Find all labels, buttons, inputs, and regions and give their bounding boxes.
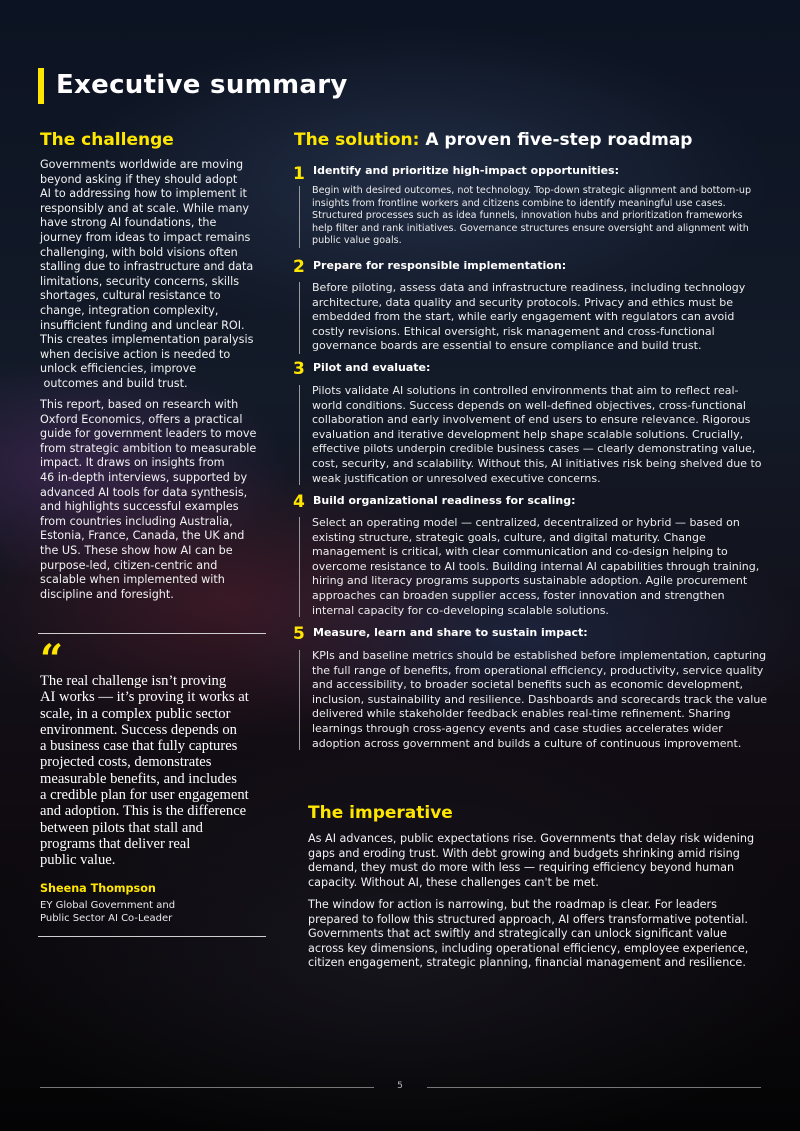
step-2-rule xyxy=(299,282,300,354)
step-3-rule xyxy=(299,385,300,485)
step-5-number: 5 xyxy=(293,624,305,644)
step-1-rule xyxy=(299,186,300,248)
text-line: Governments worldwide are moving xyxy=(40,158,244,171)
text-line: insufficient funding and unclear ROI. xyxy=(40,318,245,332)
text-line: shortages, cultural resistance to xyxy=(40,289,221,303)
text-line: capacity. Without AI, these challenges can't be met. xyxy=(308,875,599,889)
text-line: when decisive action is needed to xyxy=(40,347,231,361)
imperative-heading: The imperative xyxy=(308,803,453,823)
text-line: Governments that act swiftly and strategically can unlock significant value xyxy=(308,927,727,941)
text-line: the US. These show how AI can be xyxy=(40,543,233,557)
text-line: impact. It draws on insights from xyxy=(40,456,225,470)
step-5-title: Measure, learn and share to sustain impact: xyxy=(313,626,588,639)
text-line: a business case that fully captures xyxy=(40,738,238,755)
step-1-title: Identify and prioritize high-impact opportunities: xyxy=(313,164,619,177)
text-line: from strategic ambition to measurable xyxy=(40,441,257,455)
text-line: guide for government leaders to move xyxy=(40,427,257,441)
text-line: limitations, security concerns, skills xyxy=(40,274,240,288)
text-line: scale, in a complex public sector xyxy=(40,705,231,722)
step-5-rule xyxy=(299,650,300,750)
text-line: inclusion, sustainability and resilience. Dashboards and scorecards track the value xyxy=(312,692,768,706)
text-line: weak justification or unresolved executive concerns. xyxy=(312,471,601,485)
text-line: learnings through cross-agency events and case studies accelerates wider xyxy=(312,721,723,735)
text-line: collaboration and early involvement of end users to ensure relevance. Rigorous xyxy=(312,413,751,427)
text-line: internal capacity for co-developing scalable solutions. xyxy=(312,603,609,617)
text-line: the full range of benefits, from operational efficiency, productivity, service quality xyxy=(312,663,764,677)
step-4-body xyxy=(312,516,760,618)
text-line: citizen engagement, strategic planning, financial management and resilience. xyxy=(308,956,746,970)
text-line: Before piloting, assess data and infrastructure readiness, including technology xyxy=(312,281,746,294)
step-1-number: 1 xyxy=(293,164,305,184)
text-line: public value. xyxy=(40,852,116,869)
text-line: adoption across government and builds a culture of continuous improvement. xyxy=(312,736,742,750)
text-line: journey from ideas to impact remains xyxy=(40,230,251,244)
text-line: unlock efficiencies, improve xyxy=(40,362,197,376)
text-line: projected costs, demonstrates xyxy=(40,754,212,771)
text-line: delivered while stakeholder feedback enables real-time refinement. Sharing xyxy=(312,707,731,721)
title-accent-bar xyxy=(38,68,44,104)
text-line: insights from frontline workers and citizens combine to identify meaningful use cases. xyxy=(312,197,726,209)
quote-text xyxy=(40,673,262,869)
text-line: 46 in-depth interviews, supported by xyxy=(40,470,248,484)
text-line: measurable benefits, and includes xyxy=(40,770,237,787)
text-line: environment. Success depends on xyxy=(40,721,237,738)
text-line: and adoption. This is the difference xyxy=(40,803,247,820)
challenge-heading: The challenge xyxy=(40,130,174,150)
step-4-rule xyxy=(299,517,300,617)
text-line: Estonia, France, Canada, the UK and xyxy=(40,529,245,543)
quote-author: Sheena Thompson xyxy=(40,882,156,895)
text-line: This creates implementation paralysis xyxy=(40,333,254,347)
text-line: stalling due to infrastructure and data xyxy=(40,260,254,274)
text-line: purpose-led, citizen-centric and xyxy=(40,558,218,572)
text-line: public value goals. xyxy=(312,235,402,247)
footer-rule-right xyxy=(427,1087,761,1088)
step-3-number: 3 xyxy=(293,359,305,379)
step-4-number: 4 xyxy=(293,492,305,512)
text-line: and highlights successful examples xyxy=(40,500,239,514)
text-line: architecture, data quality and security protocols. Privacy and ethics must be xyxy=(312,295,734,309)
solution-heading-accent: The solution: xyxy=(294,130,420,150)
text-line: between pilots that stall and xyxy=(40,819,203,836)
text-line: AI to addressing how to implement it xyxy=(40,187,247,201)
text-line: a credible plan for user engagement xyxy=(40,787,249,804)
step-3-title: Pilot and evaluate: xyxy=(313,361,431,374)
step-1-body xyxy=(312,185,760,248)
text-line: This report, based on research with xyxy=(40,398,239,411)
text-line: The real challenge isn’t proving xyxy=(40,673,227,689)
text-line: KPIs and baseline metrics should be established before implementation, capturing xyxy=(312,649,767,662)
text-line: evaluation and iterative development help shape scalable solutions. Crucially, xyxy=(312,427,744,441)
step-2-number: 2 xyxy=(293,257,305,277)
text-line: world conditions. Success depends on well-defined objectives, cross-functional xyxy=(312,398,746,412)
text-line: Public Sector AI Co-Leader xyxy=(40,913,173,925)
text-line: Pilots validate AI solutions in controlled environments that aim to reflect real- xyxy=(312,384,739,397)
step-2-title: Prepare for responsible implementation: xyxy=(313,259,567,272)
footer-rule-left xyxy=(40,1087,374,1088)
solution-heading xyxy=(294,129,692,151)
text-line: AI works — it’s proving it works at xyxy=(40,689,249,706)
text-line: gaps and eroding trust. With debt growing and budgets shrinking amid rising xyxy=(308,846,740,860)
imperative-paragraph-2 xyxy=(308,898,748,971)
text-line: scalable when implemented with xyxy=(40,573,225,587)
text-line: advanced AI tools for data synthesis, xyxy=(40,485,248,499)
quote-mark-icon: “ xyxy=(40,636,64,683)
text-line: hiring and literacy programs supports sustainable adoption. Agile procurement xyxy=(312,574,748,588)
text-line: overcome resistance to AI tools. Building internal AI capabilities through training, xyxy=(312,559,760,573)
text-line: from countries including Australia, xyxy=(40,514,233,528)
step-4-title: Build organizational readiness for scaling: xyxy=(313,494,576,507)
imperative-paragraph-1 xyxy=(308,832,755,890)
page-title: Executive summary xyxy=(56,70,348,100)
text-line: challenging, with bold visions often xyxy=(40,245,238,259)
solution-heading-rest: A proven five-step roadmap xyxy=(425,130,693,150)
text-line: Structured processes such as idea funnels, innovation hubs and prioritization frameworks xyxy=(312,210,743,222)
challenge-paragraph-1 xyxy=(40,158,264,392)
challenge-paragraph-2 xyxy=(40,398,264,602)
text-line: Select an operating model — centralized, decentralized or hybrid — based on xyxy=(312,516,740,529)
text-line: help filter and rank initiatives. Governance structures ensure oversight and alignment with xyxy=(312,222,749,234)
text-line: cost, security, and scalability. Without this, AI initiatives risk being shelved due to xyxy=(312,456,762,470)
page-number: 5 xyxy=(397,1081,403,1091)
text-line: existing structure, strategic goals, culture, and digital maturity. Change xyxy=(312,530,706,544)
text-line: As AI advances, public expectations rise. Governments that delay risk widening xyxy=(308,832,755,845)
text-line: demand, they must do more with less — requiring efficiency beyond human xyxy=(308,861,735,875)
text-line: prepared to follow this structured approach, AI offers transformative potential. xyxy=(308,912,748,926)
text-line: responsibly and at scale. While many xyxy=(40,201,250,215)
text-line: programs that deliver real xyxy=(40,835,191,852)
text-line: costly revisions. Ethical oversight, risk management and cross-functional xyxy=(312,324,715,338)
text-line: have strong AI foundations, the xyxy=(40,216,217,230)
text-line: and accessibility, to broader societal benefits such as economic development, xyxy=(312,678,744,692)
text-line: embedded from the start, while early engagement with regulators can avoid xyxy=(312,310,735,324)
text-line: The window for action is narrowing, but the roadmap is clear. For leaders xyxy=(308,898,717,911)
step-3-body xyxy=(312,384,760,486)
text-line: change, integration complexity, xyxy=(40,303,219,317)
text-line: discipline and foresight. xyxy=(40,587,174,601)
quote-author-role xyxy=(40,899,220,925)
text-line: beyond asking if they should adopt xyxy=(40,172,238,186)
step-2-body xyxy=(312,281,760,354)
text-line: outcomes and build trust. xyxy=(40,376,188,390)
step-5-body xyxy=(312,649,768,751)
text-line: Begin with desired outcomes, not technology. Top-down strategic alignment and bottom-up xyxy=(312,185,752,196)
text-line: EY Global Government and xyxy=(40,900,176,911)
text-line: governance boards are essential to ensure compliance and build trust. xyxy=(312,339,702,353)
text-line: management is critical, with clear communication and co-design helping to xyxy=(312,545,728,559)
text-line: Oxford Economics, offers a practical xyxy=(40,412,243,426)
text-line: across key dimensions, including operational efficiency, employee experience, xyxy=(308,941,749,955)
text-line: effective pilots underpin credible business cases — clearly demonstrating value, xyxy=(312,442,756,456)
text-line: approaches can broaden supplier access, foster innovation and strengthen xyxy=(312,588,725,602)
